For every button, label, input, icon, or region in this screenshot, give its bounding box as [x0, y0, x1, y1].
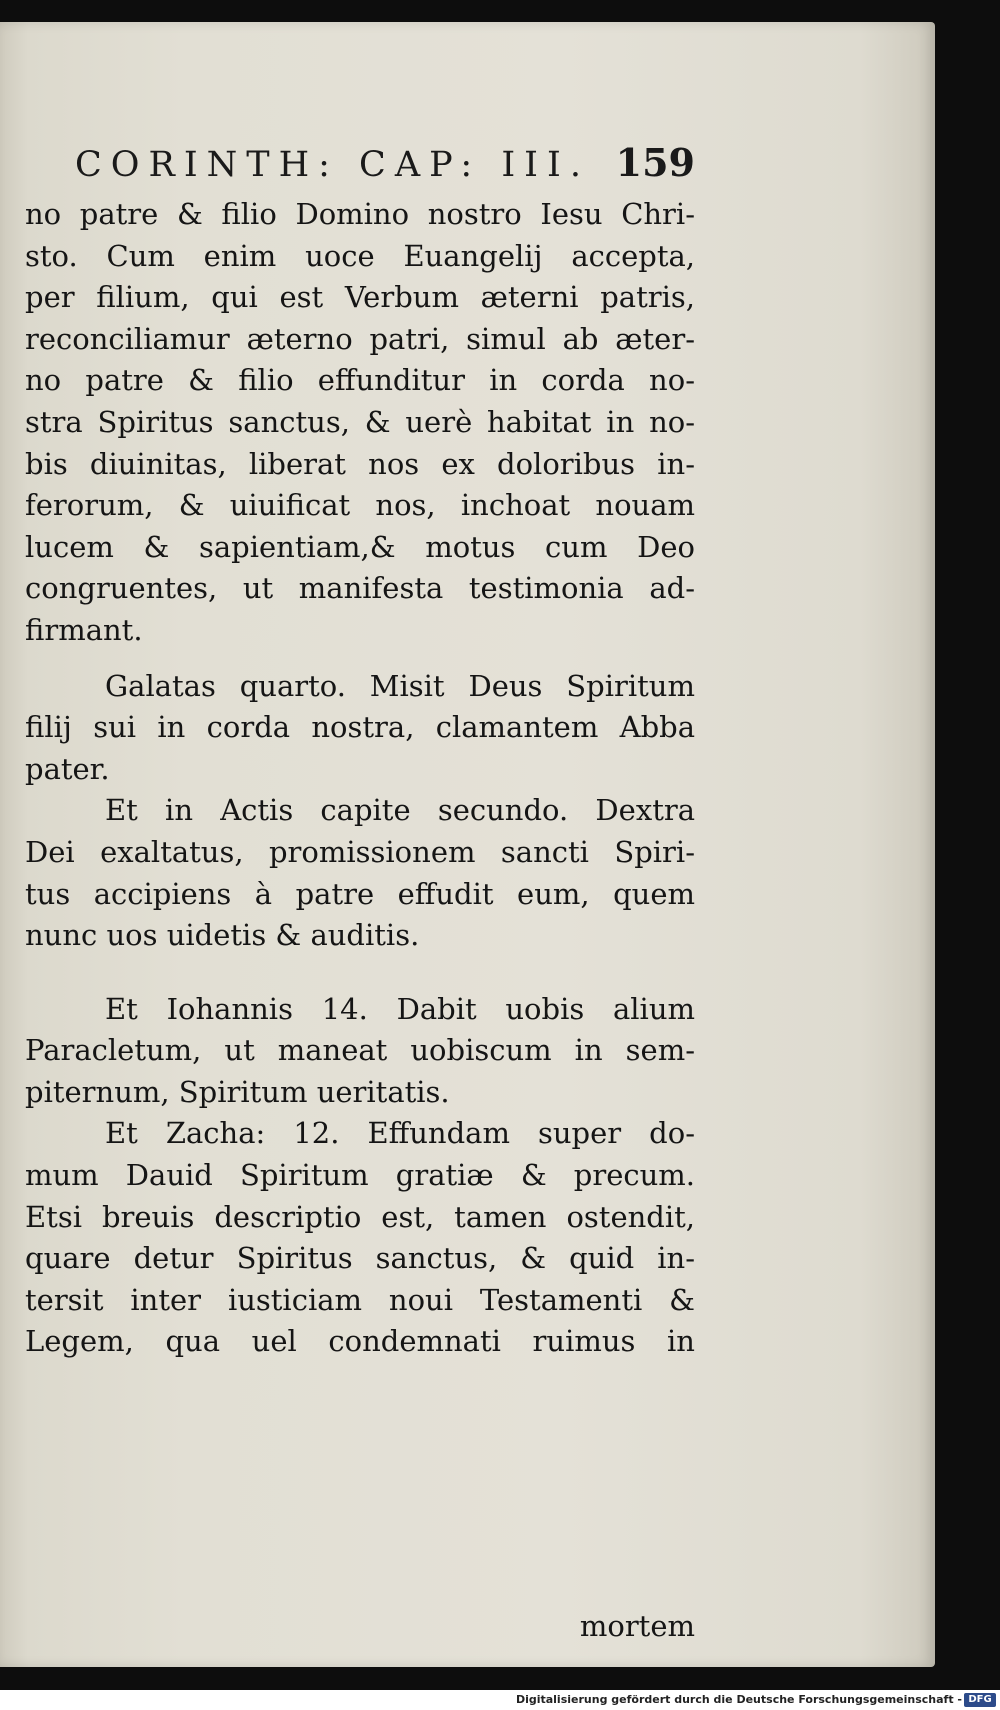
text-line: quare detur Spiritus sanctus, & quid in- — [25, 1241, 695, 1276]
credit-text: Digitalisierung gefördert durch die Deutsche Forschungsgemeinschaft - — [515, 1693, 962, 1706]
text-line: Et in Actis capite secundo. Dextra — [105, 793, 695, 828]
book-page — [0, 22, 935, 1667]
text-line: Dei exaltatus, promissionem sancti Spiri- — [25, 834, 695, 869]
text-line: lucem & sapientiam,& motus cum Deo — [25, 529, 695, 564]
text-line: sto. Cum enim uoce Euangelij accepta, — [25, 238, 695, 273]
running-head — [75, 117, 695, 185]
text-line: bis diuinitas, liberat nos ex doloribus in- — [25, 446, 695, 481]
text-line: Galatas quarto. Misit Deus Spiritum — [105, 668, 695, 703]
text-line: per filium, qui est Verbum æterni patris, — [25, 280, 695, 315]
text-line: Paracletum, ut maneat uobiscum in sem- — [25, 1033, 695, 1068]
text-line: Etsi breuis descriptio est, tamen ostendit, — [25, 1199, 695, 1234]
text-line: pater. — [25, 751, 110, 786]
digitization-credit — [0, 1690, 1000, 1710]
running-title: CORINTH: CAP: III. — [75, 145, 590, 185]
text-line: Et Zacha: 12. Effundam super do- — [105, 1116, 695, 1151]
text-line: congruentes, ut manifesta testimonia ad- — [25, 571, 695, 606]
text-line: Et Iohannis 14. Dabit uobis alium — [105, 991, 695, 1026]
text-line: no patre & filio Domino nostro Iesu Chri- — [25, 197, 695, 231]
text-line: nunc uos uidetis & auditis. — [25, 918, 420, 953]
text-line: ferorum, & uiuificat nos, inchoat nouam — [25, 488, 695, 523]
text-line: reconciliamur æterno patri, simul ab æter- — [25, 321, 695, 356]
text-line: filij sui in corda nostra, clamantem Abba — [25, 710, 695, 745]
text-line: stra Spiritus sanctus, & uerè habitat in no- — [25, 404, 695, 439]
catchword: mortem — [579, 1609, 695, 1643]
text-line: mum Dauid Spiritum gratiæ & precum. — [25, 1158, 695, 1193]
text-line: tus accipiens à patre effudit eum, quem — [25, 876, 695, 911]
dfg-logo: DFG — [964, 1693, 996, 1707]
text-line: firmant. — [25, 612, 143, 647]
text-line: no patre & filio effunditur in corda no- — [25, 363, 695, 398]
text-line: Legem, qua uel condemnati ruimus in — [25, 1324, 695, 1359]
text-block — [25, 194, 695, 1643]
text-line: piternum, Spiritum ueritatis. — [25, 1074, 450, 1109]
page-number: 159 — [615, 140, 695, 185]
text-line: tersit inter iusticiam noui Testamenti & — [25, 1282, 695, 1317]
